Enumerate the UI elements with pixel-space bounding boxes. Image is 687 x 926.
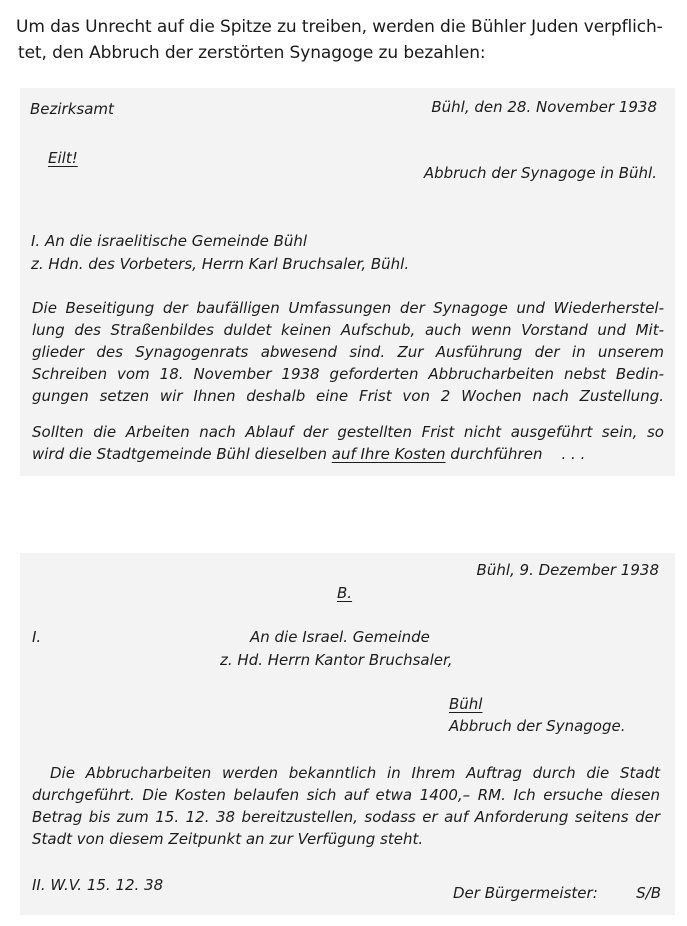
- urgent-note: Eilt!: [48, 149, 78, 167]
- letter-sender: Bezirksamt: [30, 100, 114, 118]
- intro-text: [16, 14, 671, 66]
- paragraph-line: durchgeführt. Die Kosten belaufen sich auf etwa 1400,– RM. Ich ersuche diesen: [32, 786, 660, 804]
- letter-paragraph: [32, 421, 664, 465]
- wiedervorlage-note: II. W.V. 15. 12. 38: [32, 876, 164, 894]
- paragraph-line: glieder des Synagogenrats abwesend sind. Zur Ausführung der in unserem: [32, 343, 664, 361]
- city-name: Bühl: [449, 695, 483, 713]
- address-line: An die Israel. Gemeinde: [250, 628, 430, 646]
- letter-place-date: Bühl, den 28. November 1938: [431, 98, 657, 116]
- letter-2: [20, 553, 675, 915]
- paragraph-line: Stadt von diesem Zeitpunkt an zur Verfügung steht.: [32, 830, 424, 848]
- intro-line: Um das Unrecht auf die Spitze zu treiben, werden die Bühler Juden verpflich-: [16, 17, 663, 37]
- letter-subject: Abbruch der Synagoge in Bühl.: [423, 164, 657, 182]
- paragraph-line: Die Beseitigung der baufälligen Umfassungen der Synagoge und Wiederherstel-: [32, 299, 664, 317]
- address-line: z. Hdn. des Vorbeters, Herrn Karl Bruchsaler, Bühl.: [31, 255, 410, 273]
- text-segment: durchführen . . .: [445, 445, 586, 463]
- letter-paragraph: [32, 762, 660, 850]
- signer-initials: S/B: [636, 884, 661, 902]
- roman-numeral: I.: [32, 628, 42, 646]
- paragraph-line: Die Abbrucharbeiten werden bekanntlich in Ihrem Auftrag durch die Stadt: [50, 764, 660, 782]
- letter-subject: Abbruch der Synagoge.: [449, 717, 626, 735]
- intro-line: tet, den Abbruch der zerstörten Synagoge zu bezahlen:: [18, 43, 486, 63]
- underlined-text: auf Ihre Kosten: [331, 445, 446, 463]
- paragraph-line: lung des Straßenbildes duldet keinen Aufschub, auch wenn Vorstand und Mit-: [32, 321, 664, 339]
- letter-1: [20, 88, 675, 476]
- letter-paragraph: [32, 297, 664, 407]
- paragraph-line: [32, 443, 664, 465]
- paragraph-line: Schreiben vom 18. November 1938 geforderten Abbrucharbeiten nebst Bedin-: [32, 365, 664, 383]
- text-segment: wird die Stadtgemeinde Bühl dieselben: [32, 445, 332, 463]
- letter-place-date: Bühl, 9. Dezember 1938: [476, 561, 659, 579]
- letter-marker: B.: [337, 584, 353, 602]
- paragraph-line: gungen setzen wir Ihnen deshalb eine Frist von 2 Wochen nach Zustellung.: [32, 387, 664, 405]
- address-line: I. An die israelitische Gemeinde Bühl: [31, 232, 308, 250]
- paragraph-line: Betrag bis zum 15. 12. 38 bereitzustellen, sodass er auf Anforderung seitens der: [32, 808, 660, 826]
- paragraph-line: Sollten die Arbeiten nach Ablauf der gestellten Frist nicht ausgeführt sein, so: [32, 423, 664, 441]
- signer-title: Der Bürgermeister:: [453, 884, 598, 902]
- address-line: z. Hd. Herrn Kantor Bruchsaler,: [220, 651, 453, 669]
